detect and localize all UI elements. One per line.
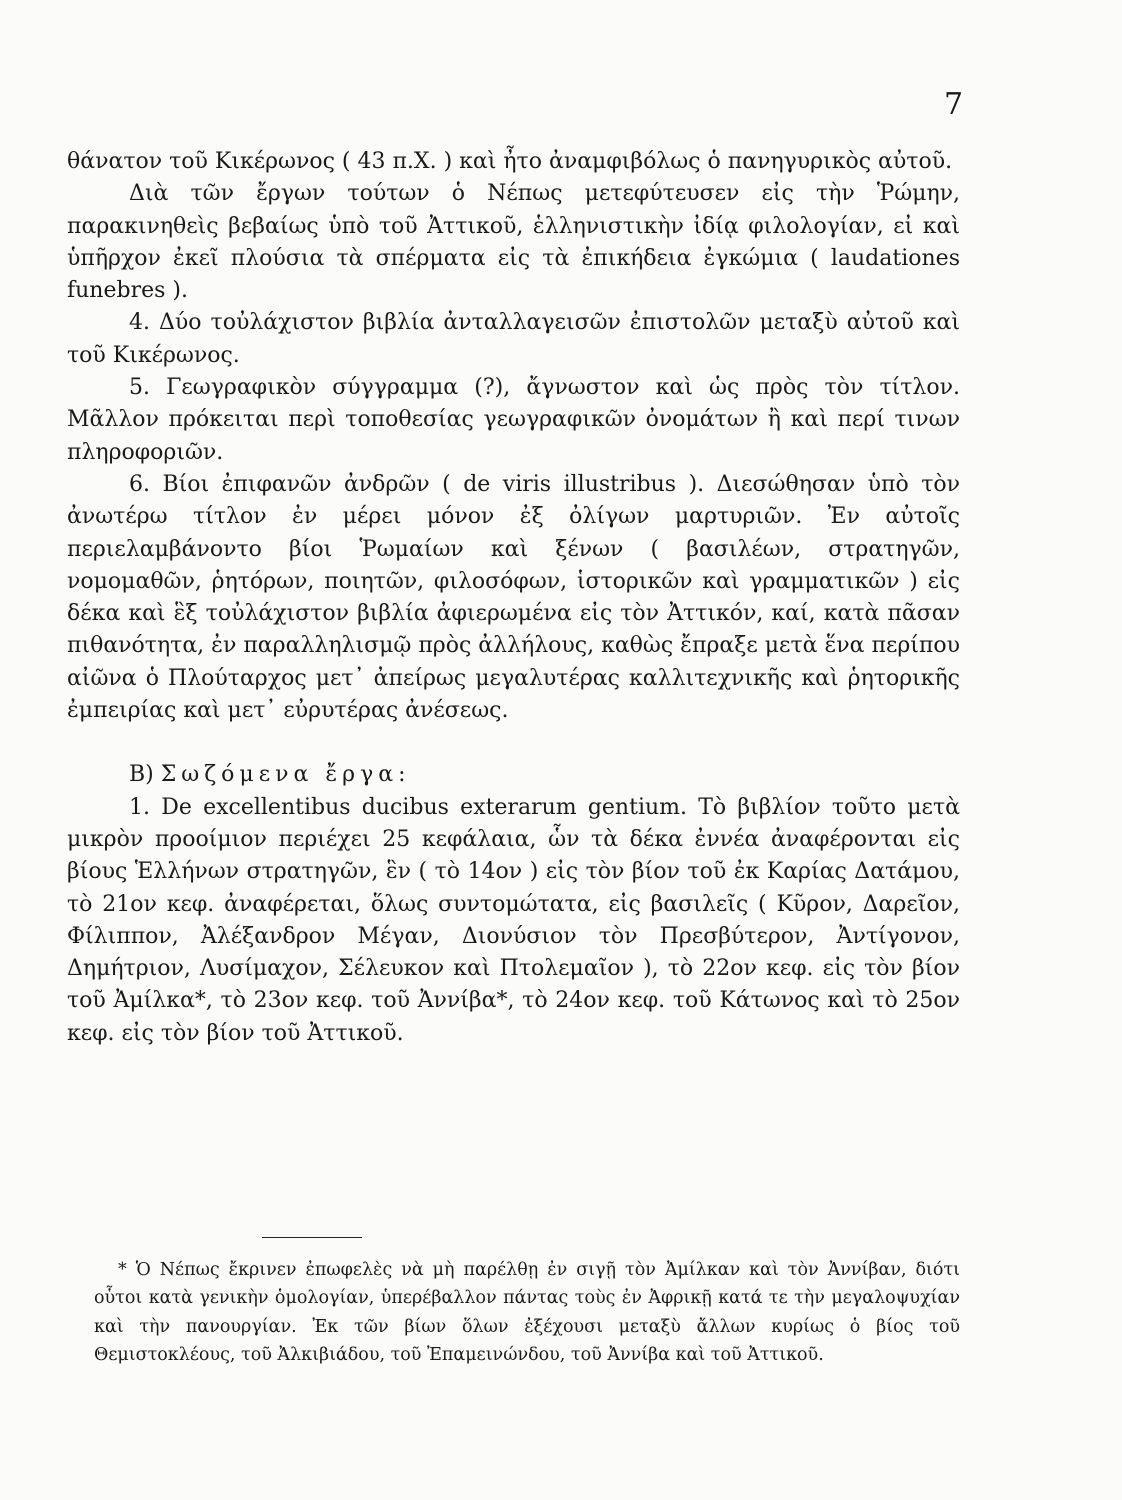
paragraph-continuation: θάνατον τοῦ Κικέρωνος ( 43 π.Χ. ) καὶ ἦτο ἀναμφιβόλως ὁ πανηγυρικὸς αὐτοῦ. bbox=[67, 149, 953, 174]
main-text bbox=[67, 146, 960, 1050]
section-heading bbox=[67, 759, 960, 791]
paragraph-surviving-1: 1. De excellentibus ducibus exterarum gentium. Τὸ βιβλίον τοῦτο μετὰ μικρὸν προοίμιον περιέχει 25 κεφάλαια, ὧν τὰ δέκα ἐννέα ἀναφέρονται εἰς βίους Ἑλλήνων στρατηγῶν, ἓν ( τὸ 14ον ) εἰς τὸν βίον τοῦ ἐκ Καρίας Δατάμου, τὸ 21ον κεφ. ἀναφέρεται, ὅλως συντομώτατα, εἰς βασιλεῖς ( Κῦρον, Δαρεῖον, Φίλιππον, Ἀλέξανδρον Μέγαν, Διονύσιον τὸν Πρεσβύτερον, Ἀντίγονον, Δημήτριον, Λυσίμαχον, Σέλευκον καὶ Πτολεμαῖον ), τὸ 22ον κεφ. εἰς τὸν βίον τοῦ Ἀμίλκα*, τὸ 23ον κεφ. τοῦ Ἀννίβα*, τὸ 24ον κεφ. τοῦ Κάτωνος καὶ τὸ 25ον κεφ. εἰς τὸν βίον τοῦ Ἀττικοῦ. bbox=[67, 794, 960, 1046]
footnote: * Ὁ Νέπως ἔκρινεν ἐπωφελὲς νὰ μὴ παρέλθῃ ἐν σιγῇ τὸν Ἀμίλκαν καὶ τὸν Ἀννίβαν, διότι οὗτοι κατὰ γενικὴν ὁμολογίαν, ὑπερέβαλλον πάντας τοὺς ἐν Ἀφρικῇ κατά τε τὴν μεγαλοψυχίαν καὶ τὴν πανουργίαν. Ἐκ τῶν βίων ὅλων ἐξέχουσι μεταξὺ ἄλλων κυρίως ὁ βίος τοῦ Θεμιστοκλέους, τοῦ Ἀλκιβιάδου, τοῦ Ἐπαμεινώνδου, τοῦ Ἀννίβα καὶ τοῦ Ἀττικοῦ. bbox=[94, 1260, 960, 1365]
paragraph-item-6: 6. Βίοι ἐπιφανῶν ἀνδρῶν ( de viris illustribus ). Διεσώθησαν ὑπὸ τὸν ἀνωτέρω τίτλον ἐν μέρει μόνον ἐξ ὀλίγων μαρτυριῶν. Ἐν αὐτοῖς περιελαμβάνοντο βίοι Ῥωμαίων καὶ ξένων ( βασιλέων, στρατηγῶν, νομομαθῶν, ῥητόρων, ποιητῶν, φιλοσόφων, ἱστορικῶν καὶ γραμματικῶν ) εἰς δέκα καὶ ἓξ τοὐλάχιστον βιβλία ἀφιερωμένα εἰς τὸν Ἀττικόν, καί, κατὰ πᾶσαν πιθανότητα, ἐν παραλληλισμῷ πρὸς ἀλλήλους, καθὼς ἔπραξε μετὰ ἕνα περίπου αἰῶνα ὁ Πλούταρχος μετ᾿ ἀπείρως μεγαλυτέρας καλλιτεχνικῆς καὶ ῥητορικῆς ἐμπειρίας καὶ μετ᾿ εὐρυτέρας ἀνέσεως. bbox=[67, 471, 960, 724]
section-heading-title: Σωζόμενα ἔργα: bbox=[160, 762, 411, 788]
section-heading-label: Β) bbox=[129, 762, 154, 788]
paragraph-works: Διὰ τῶν ἔργων τούτων ὁ Νέπως μετεφύτευσεν εἰς τὴν Ῥώμην, παρακινηθεὶς βεβαίως ὑπὸ τοῦ Ἀττικοῦ, ἑλληνιστικὴν ἰδίᾳ φιλολογίαν, εἰ καὶ ὑπῆρχον ἐκεῖ πλούσια τὰ σπέρματα εἰς τὰ ἐπικήδεια ἐγκώμια ( laudationes funebres ). bbox=[67, 181, 960, 304]
footnotes bbox=[94, 1256, 960, 1369]
paragraph-item-4: 4. Δύο τοὐλάχιστον βιβλία ἀνταλλαγεισῶν ἐπιστολῶν μεταξὺ αὐτοῦ καὶ τοῦ Κικέρωνος. bbox=[67, 310, 960, 368]
footnote-rule bbox=[262, 1237, 362, 1238]
paragraph-item-5: 5. Γεωγραφικὸν σύγγραμμα (?), ἄγνωστον καὶ ὡς πρὸς τὸν τίτλον. Μᾶλλον πρόκειται περὶ τοποθεσίας γεωγραφικῶν ὀνομάτων ἢ καὶ περί τινων πληροφοριῶν. bbox=[67, 375, 960, 465]
page-number: 7 bbox=[944, 87, 964, 122]
